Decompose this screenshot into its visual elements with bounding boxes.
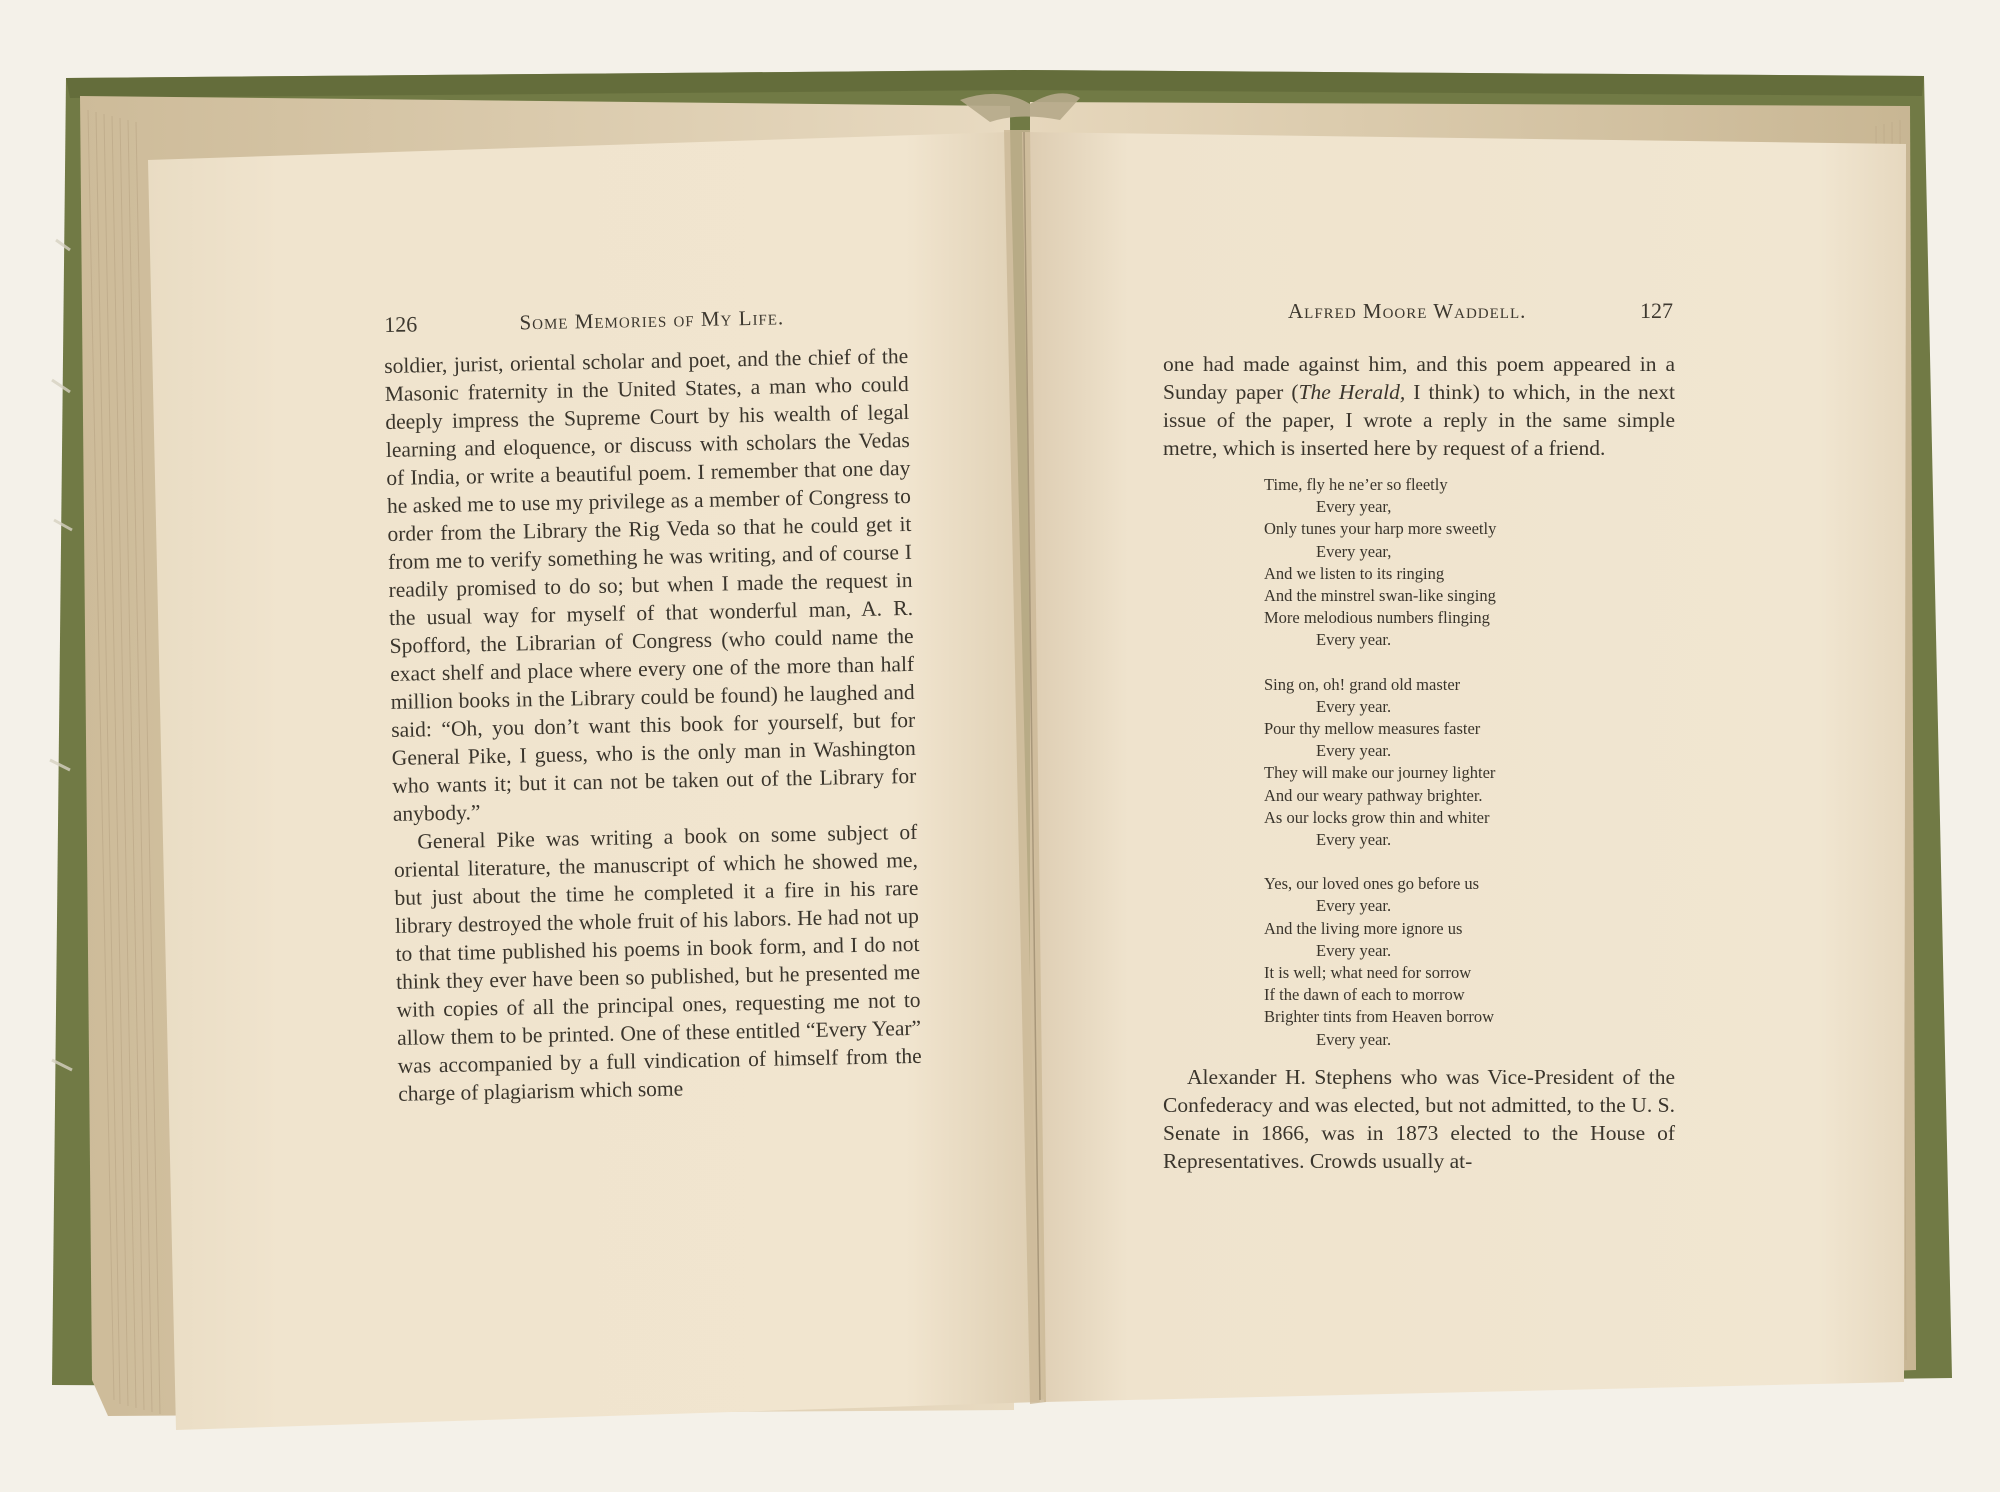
poem-line: Pour thy mellow measures faster: [1264, 719, 1481, 739]
poem-refrain-line: Every year,: [1316, 497, 1392, 517]
poem-refrain-line: Every year,: [1316, 541, 1392, 561]
poem-line: And the minstrel swan-like singing: [1264, 586, 1496, 606]
poem-line: Yes, our loved ones go before us: [1264, 874, 1480, 894]
right-closing-paragraph: Alexander H. Stephens who was Vice-President of the Confederacy and was elected, but not admitted, to the U. S. Senate in 1866, was in 1873 elected to the House of Representatives. Crowds usually at-: [1163, 1064, 1675, 1173]
left-running-title: Some Memories of My Life.: [519, 305, 785, 335]
poem-line: Sing on, oh! grand old master: [1264, 674, 1461, 694]
poem-line: More melodious numbers flinging: [1264, 608, 1490, 628]
poem-stanza: [1264, 474, 1675, 652]
newspaper-title: The Herald,: [1298, 380, 1406, 404]
left-paragraph-2: General Pike was writing a book on some subject of oriental literature, the manuscript of which he showed me, but just about the time he completed it a fire in his rare library destroyed the whole fruit of his labors. He had not up to that time published his poems in book form, and I do not think they ever have been so published, but he presented me with copies of all the principal ones, requesting me not to allow them to be printed. One of these entitled “Every Year” was accompanied by a full vindication of himself from the charge of plagiarism which some: [393, 819, 922, 1106]
poem-line: Brighter tints from Heaven borrow: [1264, 1007, 1495, 1027]
poem-line: They will make our journey lighter: [1264, 763, 1496, 783]
left-paragraph-1: soldier, jurist, oriental scholar and poet, and the chief of the Masonic fraternity in the United States, a man who could deeply impress the Supreme Court by his wealth of legal learning and eloquence, or discuss with scholars the Vedas of India, or write a beautiful poem. I remember that one day he asked me to use my privilege as a member of Congress to order from the Library the Rig Veda so that he could get it from me to verify something he was writing, and of course I readily promised to do so; but when I made the request in the usual way for myself of that wonderful man, A. R. Spofford, the Librarian of Congress (who could name the exact shelf and place where every one of the more than half million books in the Library could be found) he laughed and said: “Oh, you don’t want this book for yourself, but for General Pike, I guess, who is the only man in Washington who wants it; but it can not be taken out of the Library for anybody.”: [384, 343, 917, 826]
poem-refrain-line: Every year.: [1316, 741, 1392, 761]
poem-every-year: [1264, 474, 1675, 1051]
right-running-head: [1288, 298, 1673, 324]
poem-refrain-line: Every year.: [1316, 1029, 1392, 1049]
poem-stanza: [1264, 674, 1675, 852]
left-page-body: [384, 342, 922, 1108]
poem-line: It is well; what need for sorrow: [1264, 963, 1472, 983]
poem-line: And the living more ignore us: [1264, 918, 1463, 938]
poem-refrain-line: Every year.: [1316, 696, 1392, 716]
poem-line: And our weary pathway brighter.: [1264, 785, 1483, 805]
poem-refrain-line: Every year.: [1316, 830, 1392, 850]
right-intro-paragraph: one had made against him, and this poem appeared in a Sunday paper (The Herald, I think) to which, in the next issue of the paper, I wrote a reply in the same simple metre, which is inserted here by request of a friend.: [1163, 352, 1675, 460]
poem-stanza: [1264, 873, 1675, 1051]
poem-line: If the dawn of each to morrow: [1264, 985, 1465, 1005]
poem-line: Time, fly he ne’er so fleetly: [1264, 475, 1448, 494]
poem-line: Only tunes your harp more sweetly: [1264, 519, 1497, 539]
poem-line: As our locks grow thin and whiter: [1264, 807, 1490, 827]
poem-refrain-line: Every year.: [1316, 940, 1392, 960]
right-page-number: 127: [1640, 298, 1673, 323]
left-page-number: 126: [384, 311, 418, 337]
right-running-title: Alfred Moore Waddell.: [1288, 299, 1527, 323]
right-page-body: [1163, 350, 1675, 1175]
poem-line: And we listen to its ringing: [1264, 563, 1445, 583]
poem-refrain-line: Every year.: [1316, 630, 1392, 650]
poem-refrain-line: Every year.: [1316, 896, 1392, 916]
